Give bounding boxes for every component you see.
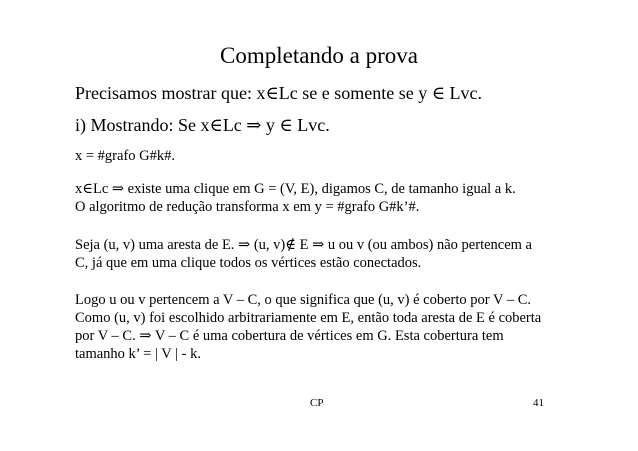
paragraph-4-line-3: por V – C. ⇒ V – C é uma cobertura de vértices em G. Esta cobertura tem — [75, 328, 504, 344]
footer-label: CP — [310, 397, 324, 409]
slide-title: Completando a prova — [219, 43, 418, 68]
page-number: 41 — [533, 397, 544, 409]
paragraph-4-line-2: Como (u, v) foi escolhido arbitrariamente em E, então toda aresta de E é coberta — [75, 310, 542, 326]
statement-line: Precisamos mostrar que: x∈Lc se e somente se y ∈ Lvc. — [75, 83, 483, 103]
paragraph-4-line-1: Logo u ou v pertencem a V – C, o que significa que (u, v) é coberto por V – C. — [75, 292, 531, 308]
paragraph-2-line-1: x∈Lc ⇒ existe uma clique em G = (V, E), digamos C, de tamanho igual a k. — [75, 181, 516, 197]
paragraph-3-line-2: C, já que em uma clique todos os vértices estão conectados. — [75, 255, 422, 271]
paragraph-3-line-1: Seja (u, v) uma aresta de E. ⇒ (u, v)∉ E ⇒ u ou v (ou ambos) não pertencem a — [75, 237, 532, 253]
direction-line: i) Mostrando: Se x∈Lc ⇒ y ∈ Lvc. — [75, 115, 330, 135]
paragraph-1-line-1: x = #grafo G#k#. — [75, 148, 175, 164]
paragraph-4-line-4: tamanho k’ = | V | - k. — [75, 346, 201, 362]
paragraph-2-line-2: O algoritmo de redução transforma x em y = #grafo G#k’#. — [75, 199, 420, 215]
